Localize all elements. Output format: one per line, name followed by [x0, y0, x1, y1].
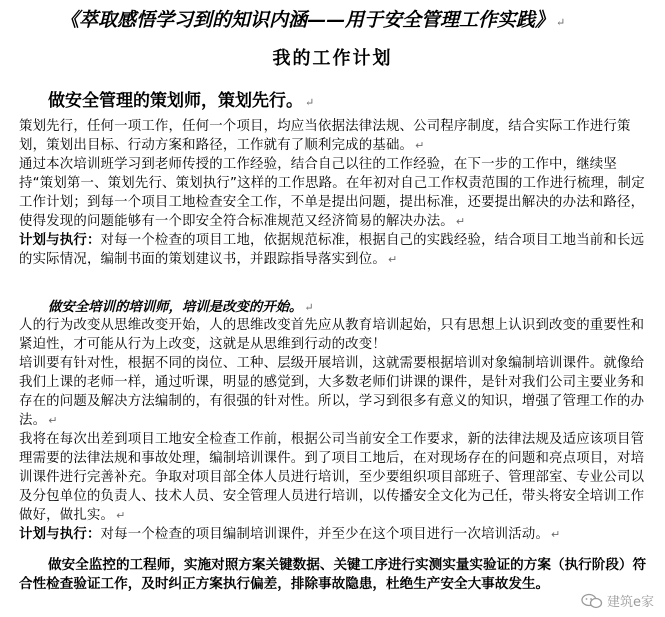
paragraph: 人的行为改变从思维改变开始，人的思维改变首先应从教育培训起始，只有思想上认识到改变的重要性和紧迫性，才可能从行为上改变，这就是从思维到行动的改变！ — [19, 318, 645, 352]
document-subtitle: 我的工作计划 — [272, 48, 393, 69]
paragraph-mark: ↵ — [455, 215, 466, 228]
plan-execution-label: 计划与执行： — [19, 233, 101, 248]
paragraph-mark: ↵ — [556, 16, 566, 29]
paragraph-mark: ↵ — [551, 528, 561, 541]
section-heading-trainer: 做安全培训的培训师，培训是改变的开始。 ↵ — [48, 299, 314, 315]
paragraph-mark: ↵ — [387, 253, 398, 266]
section-heading-monitor: 做安全监控的工程师，实施对照方案关键数据、关键工序进行实测实量实验证的方案（执行阶段）符合性检查验证工作，及时纠正方案执行偏差，排除事故隐患，杜绝生产安全大事故发生。 — [19, 557, 647, 592]
plan-execution-paragraph: 计划与执行：对每一个检查的项目工地，依据规范标准，根据自己的实践经验，结合项目工地当前和长远的实际情况，编制书面的策划建议书，并跟踪指导落实到位。 ↵ — [19, 233, 645, 267]
section-body-planner — [19, 117, 649, 269]
paragraph: 培训要有针对性，根据不同的岗位、工种、层级开展培训，这就需要根据培训对象编制培训课件。就像给我们上课的老师一样，通过听课，明显的感觉到，大多数老师们讲课的课件，是针对我们公司主要业务和存在的问题及解决方法编制的，有很强的针对性。所以，学习到很多有意义的知识，增强了管理工作的办法。 ↵ — [19, 356, 645, 428]
plan-execution-label: 计划与执行： — [19, 527, 101, 542]
paragraph-mark: ↵ — [116, 509, 126, 522]
paragraph-mark: ↵ — [415, 139, 425, 152]
paragraph: 我将在每次出差到项目工地安全检查工作前，根据公司当前安全工作要求，新的法律法规及适应该项目管理需要的法律法规和事故处理，编制培训课件。到了项目工地后，在对现场存在的问题和亮点项目，对培训课件进行完善补充。争取对项目部全体人员进行培训，至少要组织项目部班子、管理部室、专业公司以及分包单位的负责人、技术人员、安全管理人员进行培训，以传播安全文化为己任，带头将安全培训工作做好，做扎实。 ↵ — [19, 432, 645, 523]
section-body-trainer — [19, 316, 649, 544]
section-heading-planner: 做安全管理的策划师，策划先行。 ↵ — [48, 91, 315, 111]
watermark-text: 建筑e家 — [607, 595, 654, 610]
watermark — [578, 590, 657, 611]
paragraph: 策划先行，任何一项工作，任何一个项目，均应当依据法律法规、公司程序制度，结合实际工作进行策划，策划出目标、行动方案和路径，工作就有了顺利完成的基础。 ↵ — [19, 119, 631, 153]
paragraph-mark: ↵ — [305, 96, 315, 109]
paragraph-mark: ↵ — [48, 414, 58, 427]
wechat-icon — [581, 593, 603, 609]
paragraph-mark: ↵ — [304, 301, 314, 314]
plan-execution-paragraph: 计划与执行：对每一个检查的项目编制培训课件，并至少在这个项目进行一次培训活动。 ↵ — [19, 527, 561, 542]
document-title: 《萃取感悟学习到的知识内涵——用于安全管理工作实践》 ↵ — [60, 9, 566, 31]
paragraph: 通过本次培训班学习到老师传授的工作经验，结合自己以往的工作经验，在下一步的工作中，继续坚持“策划第一、策划先行、策划执行”这样的工作思路。在年初对自己工作权责范围的工作进行梳理，制定工作计划；到每一个项目工地检查安全工作，不单是提出问题，提出标准，还要提出解决的办法和路径，使得发现的问题能够有一个即安全符合标准规范又经济简易的解决办法。 ↵ — [19, 157, 645, 229]
